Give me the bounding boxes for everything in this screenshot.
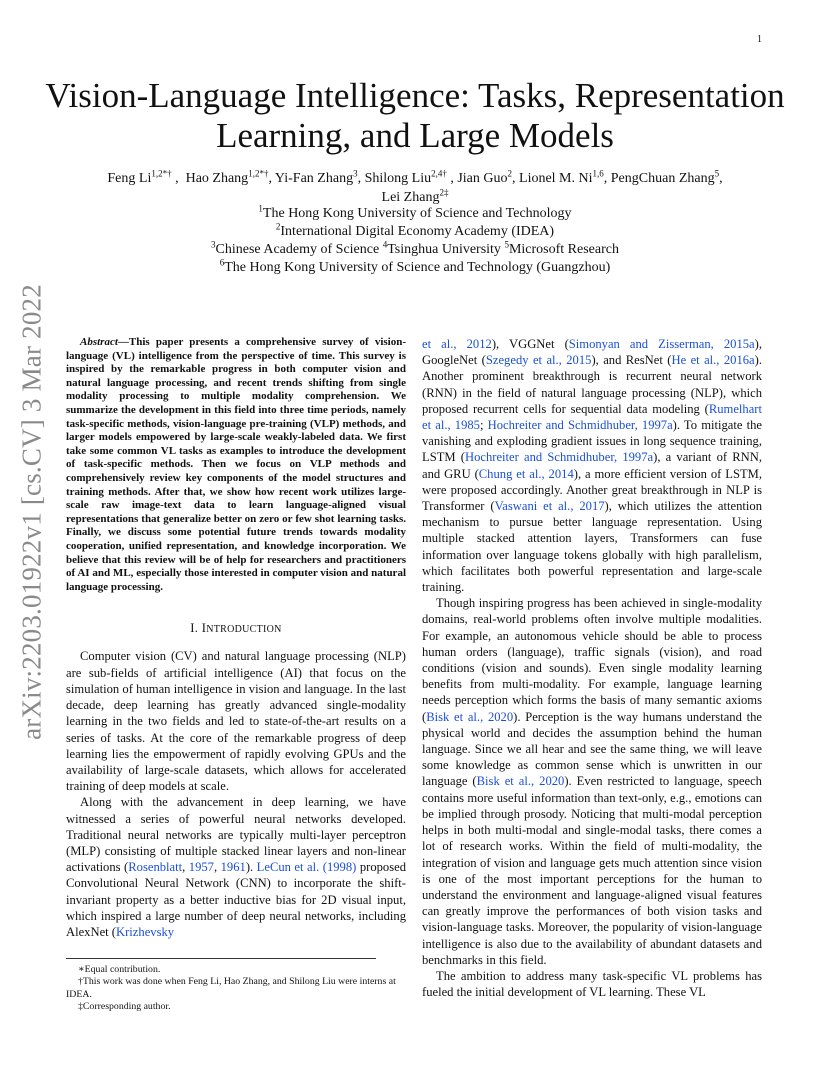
author: Hao Zhang bbox=[185, 171, 249, 186]
citation-link[interactable]: Bisk et al., 2020 bbox=[426, 709, 514, 724]
abstract-label: Abstract bbox=[80, 336, 118, 348]
affiliation: Microsoft Research bbox=[508, 242, 619, 257]
footnote: †This work was done when Feng Li, Hao Zhang, and Shilong Liu were interns at IDEA. bbox=[66, 976, 396, 1000]
citation-link[interactable]: Bisk et al., 2020 bbox=[476, 774, 565, 789]
arxiv-stamp bbox=[10, 284, 54, 740]
section-heading-introduction: I. INTRODUCTION bbox=[190, 621, 282, 636]
citation-link[interactable]: 1957 bbox=[188, 860, 214, 875]
affiliation: Chinese Academy of Science bbox=[215, 242, 383, 257]
affiliation: Tsinghua University bbox=[387, 242, 505, 257]
citation-link[interactable]: Chung et al., 2014 bbox=[478, 466, 574, 481]
citation-link[interactable]: 1961 bbox=[220, 860, 246, 875]
paragraph: et al., 2012), VGGNet (Simonyan and Zisserman, 2015a), GoogleNet (Szegedy et al., 2015), and ResNet (He et al., 2016a). Another prominent breakthrough is recurrent neural network (RNN) in the field of natural language processing (NLP), which proposed recurrent cells for sequential data modeling (Rumelhart et al., 1985; Hochreiter and Schmidhuber, 1997a). To mitigate the vanishing and exploding gradient issues in long sequence training, LSTM (Hochreiter and Schmidhuber, 1997a), a variant of RNN, and GRU (Chung et al., 2014), a more efficient version of LSTM, were proposed accordingly. Another great breakthrough in NLP is Transformer (Vaswani et al., 2017), which utilizes the attention mechanism to pursue better language representation. Using multiple stacked attention layers, Transformers can fuse information over language tokens globally with high parallelism, which facilitates both powerful representation and large-scale training. bbox=[422, 337, 762, 595]
arxiv-id: arXiv:2203.01922v1 [cs.CV] 3 Mar 2022 bbox=[16, 284, 47, 740]
footnote: ∗Equal contribution. bbox=[78, 964, 161, 975]
citation-link[interactable]: Hochreiter and Schmidhuber, 1997a bbox=[464, 450, 654, 465]
citation-link[interactable]: Hochreiter and Schmidhuber, 1997a bbox=[487, 418, 673, 433]
author: Yi-Fan Zhang bbox=[274, 171, 354, 186]
paragraph: The ambition to address many task-specific VL problems has fueled the initial development of VL learning. These VL bbox=[422, 968, 762, 1000]
affiliation: International Digital Economy Academy (IDEA) bbox=[280, 224, 555, 239]
paragraph: Computer vision (CV) and natural language processing (NLP) are sub-fields of artificial intelligence (AI) that focus on the simulation of human intelligence in vision and language. In the last decade, deep learning has greatly advanced single-modality learning in the two fields and led to state-of-the-art results on a series of tasks. At the core of the remarkable progress of deep learning lies the empowerment of rapidly evolving GPUs and the availability of large-scale datasets, which allows for accelerated training of deep models at scale. bbox=[66, 649, 406, 794]
citation-link[interactable]: Simonyan and Zisserman, 2015a bbox=[568, 337, 755, 351]
footnotes bbox=[66, 964, 406, 1014]
author: Lionel M. Ni bbox=[519, 171, 593, 186]
citation-link[interactable]: Rumelhart et al., 1985 bbox=[422, 401, 762, 433]
footnote: ‡Corresponding author. bbox=[78, 1001, 171, 1013]
right-column bbox=[422, 336, 762, 1000]
citation-link[interactable]: et al., 2012 bbox=[422, 337, 492, 351]
paragraph: Along with the advancement in deep learning, we have witnessed a series of powerful neural networks developed. Traditional neural networks are typically multi-layer perceptron (MLP) consisting of multiple stacked linear layers and non-linear activations (Rosenblatt, 1957, 1961). LeCun et al. (1998) proposed Convolutional Neural Network (CNN) to incorporate the shift-invariant property as a better inductive bias for 2D visual input, which inspired a large number of deep neural networks, including AlexNet (Krizhevsky bbox=[66, 795, 406, 939]
paragraph: Though inspiring progress has been achieved in single-modality domains, real-world problems often involve multiple modalities. For example, an autonomous vehicle should be able to process human orders (language), traffic signals (vision), and road conditions (vision and sounds). Even single modality learning benefits from multi-modality. For example, language learning needs perception which forms the basis of many semantic axioms (Bisk et al., 2020). Perception is the way humans understand the physical world and decides the assumption behind the human language. Since we all hear and see the same thing, we will leave some knowledge as common sense which is unwritten in our language (Bisk et al., 2020). Even restricted to language, speech contains more useful information than text-only, e.g., emotions can be implied through prosody. Noticing that multi-modal perception helps in both multi-modal and single-modal tasks, there comes a lot of research works. Within the field of multi-modality, the integration of vision and language gets much attention since vision is one of the most important perceptions for the human to understand the environment and language-aligned visual features can greatly improve the performances of both vision tasks and vision-language tasks. Moreover, the popularity of vision-language intelligence is also due to the availability of abundant datasets and benchmarks in this field. bbox=[422, 596, 762, 967]
page-number: 1 bbox=[757, 34, 762, 45]
affiliation: The Hong Kong University of Science and Technology bbox=[262, 206, 572, 221]
paper-title: Vision-Language Intelligence: Tasks, Representation Learning, and Large Models bbox=[45, 76, 785, 155]
author: Lei Zhang bbox=[381, 190, 440, 205]
citation-link[interactable]: He et al., 2016a bbox=[671, 353, 755, 368]
author: Jian Guo bbox=[457, 171, 508, 186]
footnote-rule bbox=[66, 958, 376, 959]
citation-link[interactable]: Krizhevsky bbox=[116, 924, 175, 939]
citation-link[interactable]: Vaswani et al., 2017 bbox=[494, 499, 605, 514]
author: Feng Li bbox=[107, 171, 152, 186]
citation-link[interactable]: LeCun et al. (1998) bbox=[256, 860, 357, 875]
affiliations: $^1$The Hong Kong University of Science and Technology $^2$International Digital Economy Academy (IDEA) $^3$Chinese Academy of Science $^4$Tsinghua University $^5$Microsoft Research $^6$The Hong Kong University of Science and Technology (Guangzhou) bbox=[211, 203, 619, 275]
author: PengChuan Zhang bbox=[610, 171, 715, 186]
abstract bbox=[66, 336, 406, 594]
citation-link[interactable]: Rosenblatt bbox=[128, 860, 183, 875]
abstract-text: —This paper presents a comprehensive survey of vision-language (VL) intelligence from the perspective of time. This survey is inspired by the remarkable progress in both computer vision and natural language processing, and recent trends shifting from single modality processing to multiple modality comprehension. We summarize the development in this field into three time periods, namely task-specific methods, vision-language pre-training (VLP) methods, and larger models empowered by large-scale weakly-labeled data. We first take some common VL tasks as examples to introduce the development of task-specific methods. Then we focus on VLP methods and comprehensively review key components of the model structures and training methods. After that, we show how recent work utilizes large-scale raw image-text data to learn language-aligned visual representations that generalize better on zero or few shot learning tasks. Finally, we discuss some potential future trends towards modality cooperation, unified representation, and knowledge incorporation. We believe that this review will be of help for researchers and practitioners of AI and ML, especially those interested in computer vision and natural language processing. bbox=[66, 336, 406, 593]
author-list: Feng $Li^{1,2*\dagger}$ , Hao Zhang$^{1,2*\dagger}$, Yi-Fan Zhang$^3$, Shilong Liu$^{2,4\dagger}$ , Jian Guo$^2$, Lionel M. Ni$^{1,6}$, PengChuan Zhang$^5$, Lei Zhang$^{2\ddagger}$ bbox=[107, 168, 723, 205]
author: Shilong Liu bbox=[364, 171, 432, 186]
citation-link[interactable]: Szegedy et al., 2015 bbox=[485, 353, 592, 368]
affiliation: The Hong Kong University of Science and Technology (Guangzhou) bbox=[224, 260, 611, 275]
left-column bbox=[66, 336, 406, 940]
